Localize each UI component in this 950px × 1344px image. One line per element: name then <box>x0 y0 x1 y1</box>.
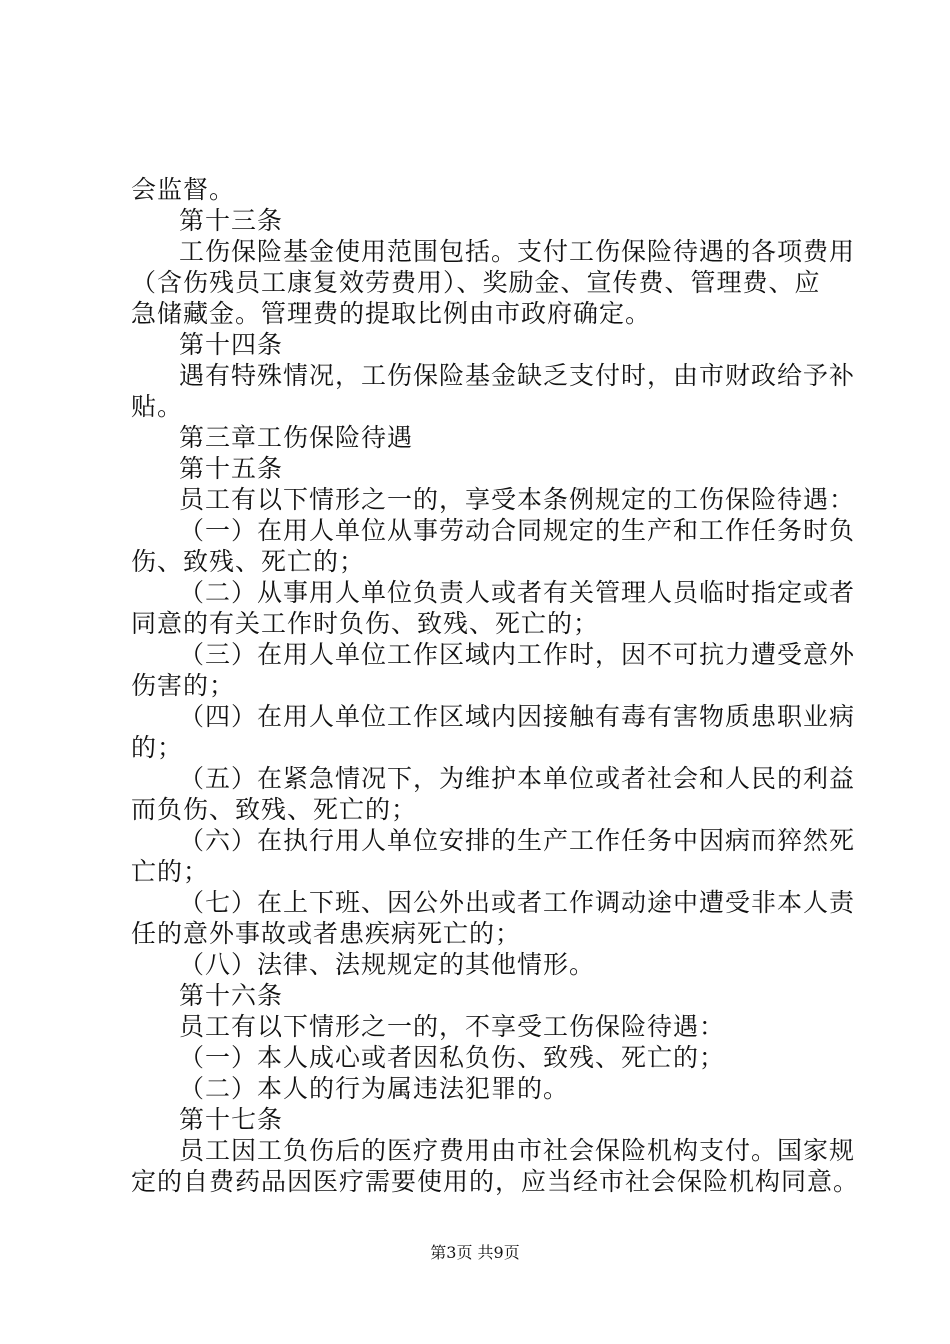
text-line: 贴。 <box>131 392 184 421</box>
text-line: 第十六条 <box>179 981 284 1010</box>
text-line: （四）在用人单位工作区域内因接触有毒有害物质患职业病 <box>179 702 856 731</box>
text-line: 急储藏金。管理费的提取比例由市政府确定。 <box>131 299 652 328</box>
text-line: 员工有以下情形之一的，享受本条例规定的工伤保险待遇： <box>179 485 856 514</box>
text-line: （七）在上下班、因公外出或者工作调动途中遭受非本人责 <box>179 888 856 917</box>
text-line: （一）本人成心或者因私负伤、致残、死亡的； <box>179 1043 726 1072</box>
text-line: 伤害的； <box>131 671 236 700</box>
text-line: 伤、致残、死亡的； <box>131 547 366 576</box>
text-line: （含伤残员工康复效劳费用）、奖励金、宣传费、管理费、应 <box>131 268 821 297</box>
text-line: 任的意外事故或者患疾病死亡的； <box>131 919 522 948</box>
text-line: 亡的； <box>131 857 210 886</box>
text-line: （三）在用人单位工作区域内工作时，因不可抗力遭受意外 <box>179 640 856 669</box>
text-line: （八）法律、法规规定的其他情形。 <box>179 950 596 979</box>
text-line: 遇有特殊情况，工伤保险基金缺乏支付时，由市财政给予补 <box>179 361 856 390</box>
text-line: 定的自费药品因医疗需要使用的，应当经市社会保险机构同意。 <box>131 1167 860 1196</box>
text-line: 而负伤、致残、死亡的； <box>131 795 418 824</box>
text-line: 第十七条 <box>179 1105 284 1134</box>
text-line: 第十五条 <box>179 454 284 483</box>
document-body <box>131 174 860 1197</box>
text-line: 的； <box>131 733 184 762</box>
text-line: （二）从事用人单位负责人或者有关管理人员临时指定或者 <box>179 578 856 607</box>
page-footer: 第3页 共9页 <box>430 1243 520 1262</box>
text-line: 第十四条 <box>179 330 284 359</box>
text-line: 会监督。 <box>131 175 236 204</box>
text-line: 第三章工伤保险待遇 <box>179 423 414 452</box>
text-line: （六）在执行用人单位安排的生产工作任务中因病而猝然死 <box>179 826 856 855</box>
text-line: （五）在紧急情况下，为维护本单位或者社会和人民的利益 <box>179 764 856 793</box>
text-line: （二）本人的行为属违法犯罪的。 <box>179 1074 570 1103</box>
text-line: 工伤保险基金使用范围包括。支付工伤保险待遇的各项费用 <box>179 237 856 266</box>
text-line: 员工因工负伤后的医疗费用由市社会保险机构支付。国家规 <box>179 1136 856 1165</box>
text-line: 第十三条 <box>179 206 284 235</box>
text-line: 同意的有关工作时负伤、致残、死亡的； <box>131 609 600 638</box>
text-line: 员工有以下情形之一的，不享受工伤保险待遇： <box>179 1012 726 1041</box>
text-line: （一）在用人单位从事劳动合同规定的生产和工作任务时负 <box>179 516 856 545</box>
